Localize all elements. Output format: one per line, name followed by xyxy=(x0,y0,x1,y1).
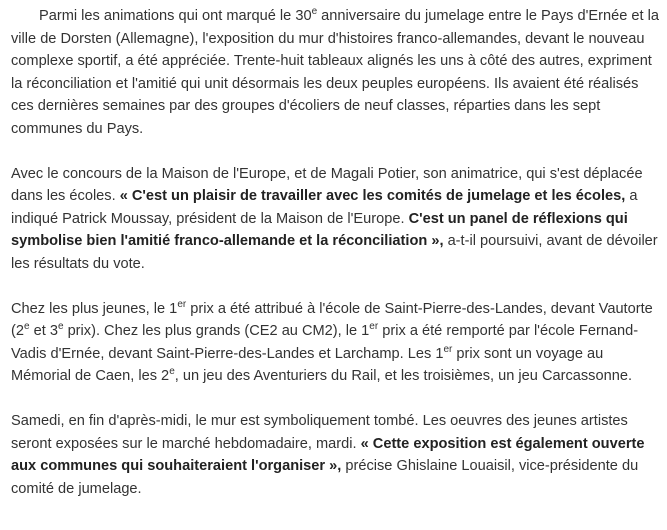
paragraph-text: a indiqué Patrick Moussay, président de la Maison de l'Europe. xyxy=(11,188,638,227)
ordinal-suffix: e xyxy=(169,366,175,378)
paragraph-text: prix sont un voyage au Mémorial de Caen, les 2 xyxy=(11,345,604,385)
paragraph-intro xyxy=(11,5,659,141)
paragraph-text: prix a été remporté par l'école Fernand-Vadis d'Ernée, devant Saint-Pierre-des-Landes et Larchamp. Les 1 xyxy=(11,323,639,362)
quote-moussay-2: C'est un panel de réflexions qui symbolise bien l'amitié franco-allemande et la réconciliation », xyxy=(11,210,628,250)
paragraph-closing xyxy=(11,410,659,500)
paragraph-text: Avec le concours de la Maison de l'Europe, et de Magali Potier, son animatrice, qui s'est déplacée dans les écoles. xyxy=(11,165,643,205)
ordinal-suffix: er xyxy=(369,321,379,333)
paragraph-text: , un jeu des Aventuriers du Rail, et les troisièmes, un jeu Carcassonne. xyxy=(174,368,632,385)
paragraph-text: anniversaire du jumelage entre le Pays d'Ernée et la ville de Dorsten (Allemagne), l'exposition du mur d'histoires franco-allemandes, devant le nouveau complexe sportif, a été appréciée. Trente-huit tableaux alignés les uns à côté des autres, expriment la réconciliation et l'amitié qui unit désormais les deux peuples européens. Ils avaient été réalisés ces dernières semaines par des groupes d'écoliers de neuf classes, réparties dans les sept communes du Pays. xyxy=(11,8,660,137)
ordinal-suffix: e xyxy=(23,321,30,333)
paragraph-results xyxy=(11,298,659,388)
paragraph-text: prix a été attribué à l'école de Saint-Pierre-des-Landes, devant Vautorte (2 xyxy=(11,300,653,340)
paragraph-text: et 3 xyxy=(29,323,58,340)
ordinal-suffix: e xyxy=(57,321,64,333)
paragraph-text: prix). Chez les plus grands (CE2 au CM2), le 1 xyxy=(63,323,370,340)
paragraph-text: a-t-il poursuivi, avant de dévoiler les résultats du vote. xyxy=(11,233,658,272)
ordinal-suffix: er xyxy=(177,298,187,310)
paragraph-maison-europe xyxy=(11,163,659,276)
quote-louaisil: « Cette exposition est également ouverte aux communes qui souhaiteraient l'organiser », xyxy=(11,435,645,475)
ordinal-suffix: e xyxy=(311,6,318,18)
paragraph-text: Samedi, en fin d'après-midi, le mur est symboliquement tombé. Les oeuvres des jeunes artistes seront exposées sur le marché hebdomadaire, mardi. xyxy=(11,412,628,452)
paragraph-text: Chez les plus jeunes, le 1 xyxy=(11,300,178,317)
paragraph-text: Parmi les animations qui ont marqué le 30 xyxy=(39,8,312,24)
quote-moussay-1: « C'est un plaisir de travailler avec les comités de jumelage et les écoles, xyxy=(119,188,626,205)
paragraph-text: précise Ghislaine Louaisil, vice-présidente du comité de jumelage. xyxy=(11,458,639,497)
ordinal-suffix: er xyxy=(443,343,453,355)
